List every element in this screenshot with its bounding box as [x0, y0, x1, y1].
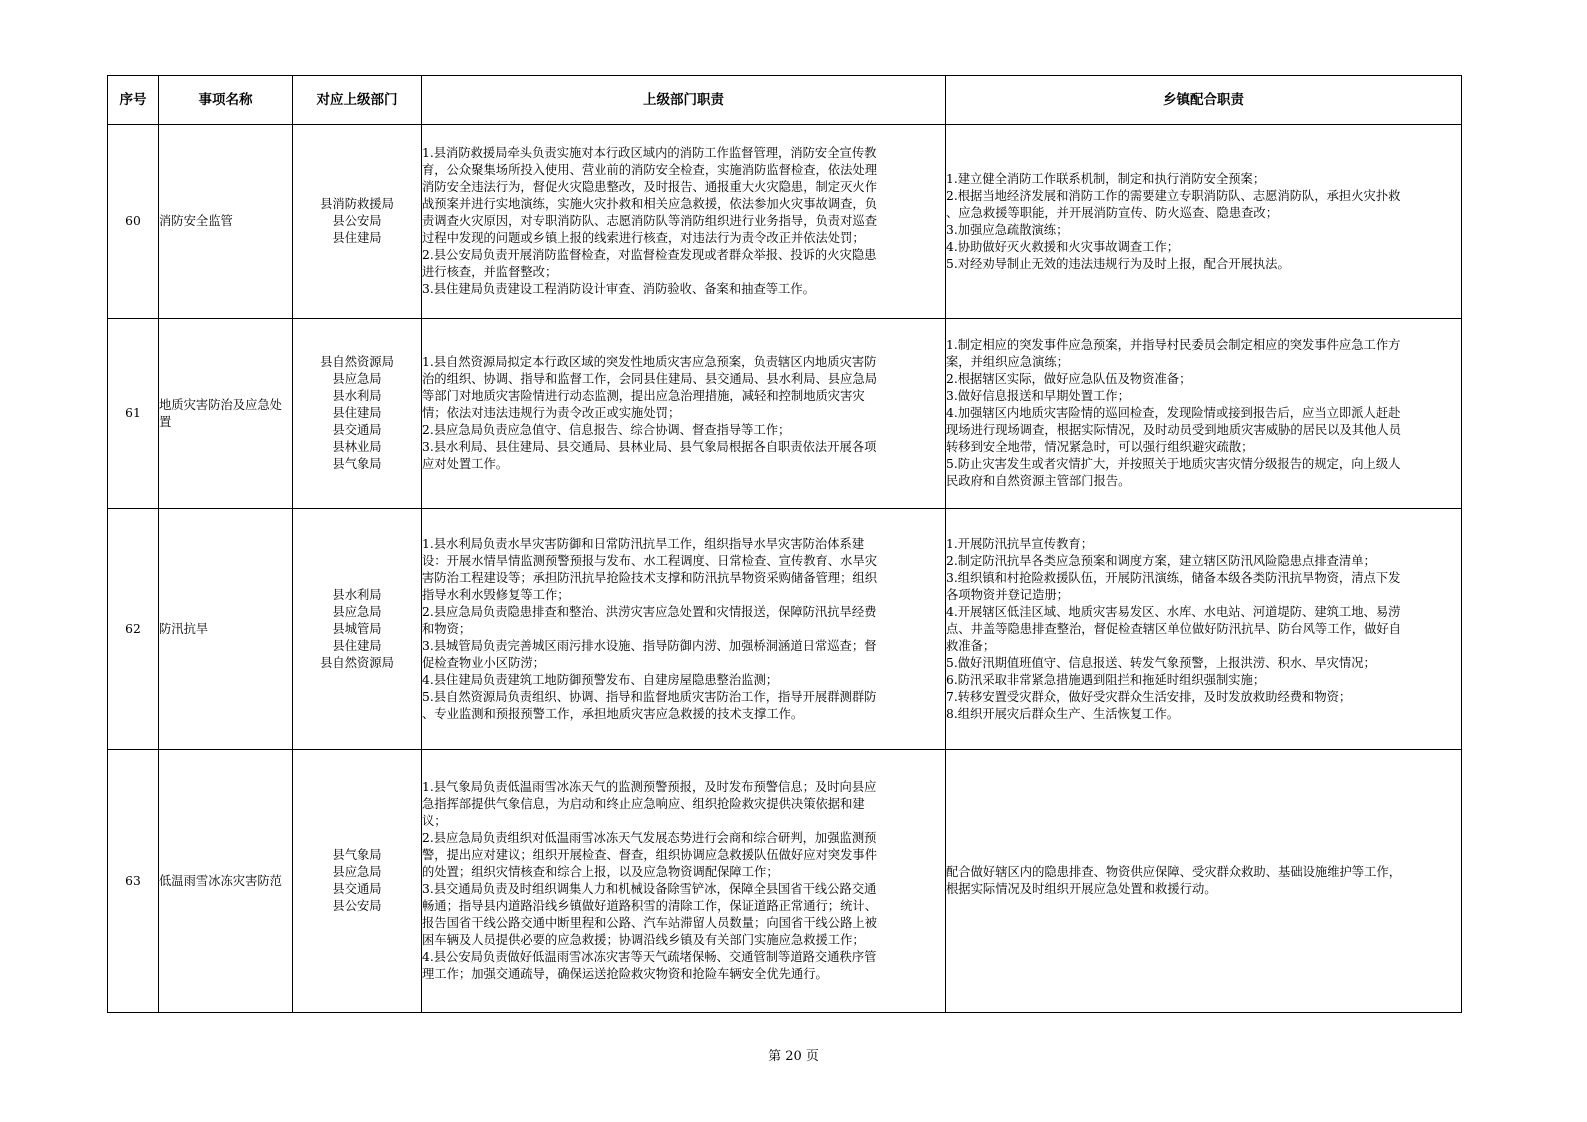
department: 县应急局: [332, 604, 382, 619]
department: 县住建局: [332, 406, 382, 420]
duty-line: 5.县自然资源局负责组织、协调、指导和监督地质灾害防治工作，指导开展群测群防: [422, 689, 877, 704]
department: 县水利局: [332, 389, 382, 403]
table-row: [108, 125, 1462, 319]
duty-line: 根据实际情况及时组织开展应急处置和救援行动。: [946, 882, 1217, 896]
department: 县住建局: [332, 231, 382, 245]
item-name: 消防安全监管: [159, 125, 293, 319]
row-number: 62: [108, 509, 159, 750]
duty-line: 理工作；加强交通疏导，确保运送抢险救灾物资和抢险车辆安全优先通行。: [422, 967, 828, 981]
duty-line: 点、井盖等隐患排查整治，督促检查辖区单位做好防汛抗旱、防台风等工作，做好自: [946, 621, 1401, 636]
duty-line: 等部门对地质灾害险情进行动态监测，提出应急治理措施，减轻和控制地质灾害灾: [422, 389, 865, 403]
department: 县应急局: [332, 372, 382, 386]
duty-line: 3.县交通局负责及时组织调集人力和机械设备除雪铲冰，保障全县国省干线公路交通: [422, 882, 877, 896]
duty-line: 战预案并进行实地演练，实施火灾扑救和相关应急救援，依法参加火灾事故调查，负: [422, 197, 877, 211]
duty-line: 4.加强辖区内地质灾害险情的巡回检查，发现险情或接到报告后，应当立即派人赶赴: [946, 406, 1401, 420]
duty-line: 2.县应急局负责组织对低温雨雪冰冻天气发展态势进行会商和综合研判，加强监测预: [422, 831, 877, 845]
row-number: 63: [108, 750, 159, 1013]
duty-line: 的处置；组织灾情核查和综合上报，以及应急物资调配保障工作；: [422, 865, 779, 879]
township-duties: [946, 319, 1462, 509]
department: 县交通局: [332, 882, 382, 896]
superior-duties: [422, 750, 946, 1013]
duty-line: 7.转移安置受灾群众，做好受灾群众生活安排，及时发放救助经费和物资；: [946, 689, 1352, 704]
duty-line: 育，公众聚集场所投入使用、营业前的消防安全检查，实施消防监督检查，依法处理: [422, 163, 877, 177]
duty-line: 5.做好汛期值班值守、信息报送、转发气象预警，上报洪涝、积水、旱灾情况；: [946, 655, 1376, 670]
table-row: [108, 750, 1462, 1013]
header-township-duties: 乡镇配合职责: [946, 76, 1462, 125]
duty-line: 3.县城管局负责完善城区雨污排水设施、指导防御内涝、加强桥洞涵道日常巡查；督: [422, 638, 877, 653]
duty-line: 1.县消防救援局牵头负责实施对本行政区域内的消防工作监督管理，消防安全宣传教: [422, 146, 877, 160]
department: 县自然资源局: [320, 655, 394, 670]
duty-table: [107, 75, 1462, 1013]
duty-line: 4.开展辖区低洼区域、地质灾害易发区、水库、水电站、河道堤防、建筑工地、易涝: [946, 604, 1401, 619]
department: 县交通局: [332, 423, 382, 437]
duty-line: 应对处置工作。: [422, 457, 509, 471]
duty-line: 4.县住建局负责建筑工地防御预警发布、自建房屋隐患整治监测；: [422, 672, 779, 687]
duty-line: 2.县应急局负责隐患排查和整治、洪涝灾害应急处置和灾情报送，保障防汛抗旱经费: [422, 604, 877, 619]
department: 县林业局: [332, 440, 382, 454]
duty-line: 5.对经劝导制止无效的违法违规行为及时上报，配合开展执法。: [946, 256, 1290, 271]
township-duties: [946, 750, 1462, 1013]
table-row: [108, 319, 1462, 509]
header-no: 序号: [108, 76, 159, 125]
duty-line: 议；: [422, 814, 447, 828]
duty-line: 警，提出应对建议；组织开展检查、督查，组织协调应急救援队伍做好应对突发事件: [422, 848, 877, 862]
duty-line: 2.县应急局负责应急值守、信息报告、综合协调、督查指导等工作；: [422, 423, 791, 437]
duty-line: 1.县气象局负责低温雨雪冰冻天气的监测预警预报，及时发布预警信息；及时向县应: [422, 780, 877, 794]
duty-line: 救准备；: [946, 638, 996, 653]
header-departments: 对应上级部门: [293, 76, 422, 125]
duty-line: 和物资；: [422, 621, 472, 636]
row-number: 60: [108, 125, 159, 319]
department: 县气象局: [332, 848, 382, 862]
department: 县气象局: [332, 457, 382, 471]
department-list: [293, 319, 422, 509]
department: 县水利局: [332, 587, 382, 602]
duty-line: 2.根据当地经济发展和消防工作的需要建立专职消防队、志愿消防队，承担火灾扑救: [946, 188, 1401, 203]
superior-duties: [422, 509, 946, 750]
duty-line: 治的组织、协调、指导和监督工作，会同县住建局、县交通局、县水利局、县应急局: [422, 372, 877, 386]
page-number: 第 20 页: [768, 1049, 819, 1064]
duty-line: 3.做好信息报送和早期处置工作；: [946, 389, 1130, 403]
duty-line: 3.加强应急疏散演练；: [946, 222, 1069, 237]
duty-line: 设：开展水情旱情监测预警预报与发布、水工程调度、日常检查、宣传教育、水旱灾: [422, 553, 877, 568]
duty-line: 2.县公安局负责开展消防监督检查，对监督检查发现或者群众举报、投诉的火灾隐患: [422, 248, 877, 262]
header-row: [108, 76, 1462, 125]
duty-line: 消防安全违法行为，督促火灾隐患整改，及时报告、通报重大火灾隐患，制定灭火作: [422, 180, 877, 194]
duty-line: 困车辆及人员提供必要的应急救援；协调沿线乡镇及有关部门实施应急救援工作；: [422, 933, 865, 947]
row-number: 61: [108, 319, 159, 509]
department: 县应急局: [332, 865, 382, 879]
duty-line: 3.县水利局、县住建局、县交通局、县林业局、县气象局根据各自职责依法开展各项: [422, 440, 877, 454]
township-duties: [946, 125, 1462, 319]
duty-line: 5.防止灾害发生或者灾情扩大，并按照关于地质灾害灾情分级报告的规定，向上级人: [946, 457, 1401, 471]
duty-line: 、应急救援等职能，并开展消防宣传、防火巡查、隐患查改；: [946, 205, 1279, 220]
duty-line: 1.开展防汛抗旱宣传教育；: [946, 536, 1093, 551]
duty-line: 1.制定相应的突发事件应急预案，并指导村民委员会制定相应的突发事件应急工作方: [946, 338, 1401, 352]
duty-line: 8.组织开展灾后群众生产、生活恢复工作。: [946, 706, 1180, 721]
department: 县城管局: [332, 621, 382, 636]
department-list: [293, 125, 422, 319]
duty-line: 急指挥部提供气象信息，为启动和终止应急响应、组织抢险救灾提供决策依据和建: [422, 797, 865, 811]
header-superior-duties: 上级部门职责: [422, 76, 946, 125]
duty-line: 、专业监测和预报预警工作，承担地质灾害应急救援的技术支撑工作。: [422, 706, 804, 721]
duty-line: 4.协助做好灭火救援和火灾事故调查工作；: [946, 239, 1180, 254]
duty-line: 民政府和自然资源主管部门报告。: [946, 474, 1131, 488]
duty-line: 3.县住建局负责建设工程消防设计审查、消防验收、备案和抽查等工作。: [422, 282, 815, 296]
superior-duties: [422, 319, 946, 509]
header-name: 事项名称: [159, 76, 293, 125]
duty-line: 报告国省干线公路交通中断里程和公路、汽车站滞留人员数量；向国省干线公路上被: [422, 916, 877, 930]
duty-line: 1.县自然资源局拟定本行政区域的突发性地质灾害应急预案，负责辖区内地质灾害防: [422, 355, 877, 369]
duty-line: 配合做好辖区内的隐患排查、物资供应保障、受灾群众救助、基础设施维护等工作，: [946, 865, 1401, 879]
duty-line: 6.防汛采取非常紧急措施遇到阻拦和拖延时组织强制实施；: [946, 672, 1266, 687]
duty-line: 2.制定防汛抗旱各类应急预案和调度方案，建立辖区防汛风险隐患点排查清单；: [946, 553, 1376, 568]
item-name: 低温雨雪冰冻灾害防范: [159, 750, 293, 1013]
duty-line: 转移到安全地带，情况紧急时，可以强行组织避灾疏散；: [946, 440, 1254, 454]
duty-line: 进行核查，并监督整改；: [422, 265, 558, 279]
department-list: [293, 750, 422, 1013]
duty-line: 害防治工程建设等；承担防汛抗旱抢险技术支撑和防汛抗旱物资采购储备管理；组织: [422, 570, 877, 585]
duty-line: 畅通；指导县内道路沿线乡镇做好道路积雪的清除工作，保证道路正常通行；统计、: [422, 899, 877, 913]
duty-line: 3.组织镇和村抢险救援队伍，开展防汛演练，储备本级各类防汛抗旱物资，清点下发: [946, 570, 1401, 585]
duty-line: 指导水利水毁修复等工作；: [422, 587, 570, 602]
duty-line: 情；依法对违法违规行为责令改正或实施处罚；: [422, 406, 681, 420]
department: 县公安局: [332, 214, 382, 228]
duty-line: 现场进行现场调查，根据实际情况，及时动员受到地质灾害威胁的居民以及其他人员: [946, 423, 1401, 437]
duty-line: 1.建立健全消防工作联系机制，制定和执行消防安全预案；: [946, 171, 1266, 186]
table-row: [108, 509, 1462, 750]
superior-duties: [422, 125, 946, 319]
township-duties: [946, 509, 1462, 750]
department: 县消防救援局: [320, 197, 394, 211]
department: 县公安局: [332, 899, 382, 913]
duty-line: 1.县水利局负责水旱灾害防御和日常防汛抗旱工作，组织指导水旱灾害防治体系建: [422, 536, 865, 551]
duty-line: 过程中发现的问题或乡镇上报的线索进行核查，对违法行为责令改正并依法处罚；: [422, 231, 865, 245]
duty-line: 4.县公安局负责做好低温雨雪冰冻灾害等天气疏堵保畅、交通管制等道路交通秩序管: [422, 950, 877, 964]
duty-line: 责调查火灾原因，对专职消防队、志愿消防队等消防组织进行业务指导，负责对巡查: [422, 214, 877, 228]
department-list: [293, 509, 422, 750]
department: 县住建局: [332, 638, 382, 653]
duty-line: 促检查物业小区防涝；: [422, 655, 545, 670]
item-name: 地质灾害防治及应急处置: [159, 319, 293, 509]
duty-line: 案，并组织应急演练；: [946, 355, 1069, 369]
duty-line: 2.根据辖区实际，做好应急队伍及物资准备；: [946, 372, 1192, 386]
department: 县自然资源局: [320, 355, 394, 369]
item-name: 防汛抗旱: [159, 509, 293, 750]
duty-line: 各项物资并登记造册；: [946, 587, 1069, 602]
